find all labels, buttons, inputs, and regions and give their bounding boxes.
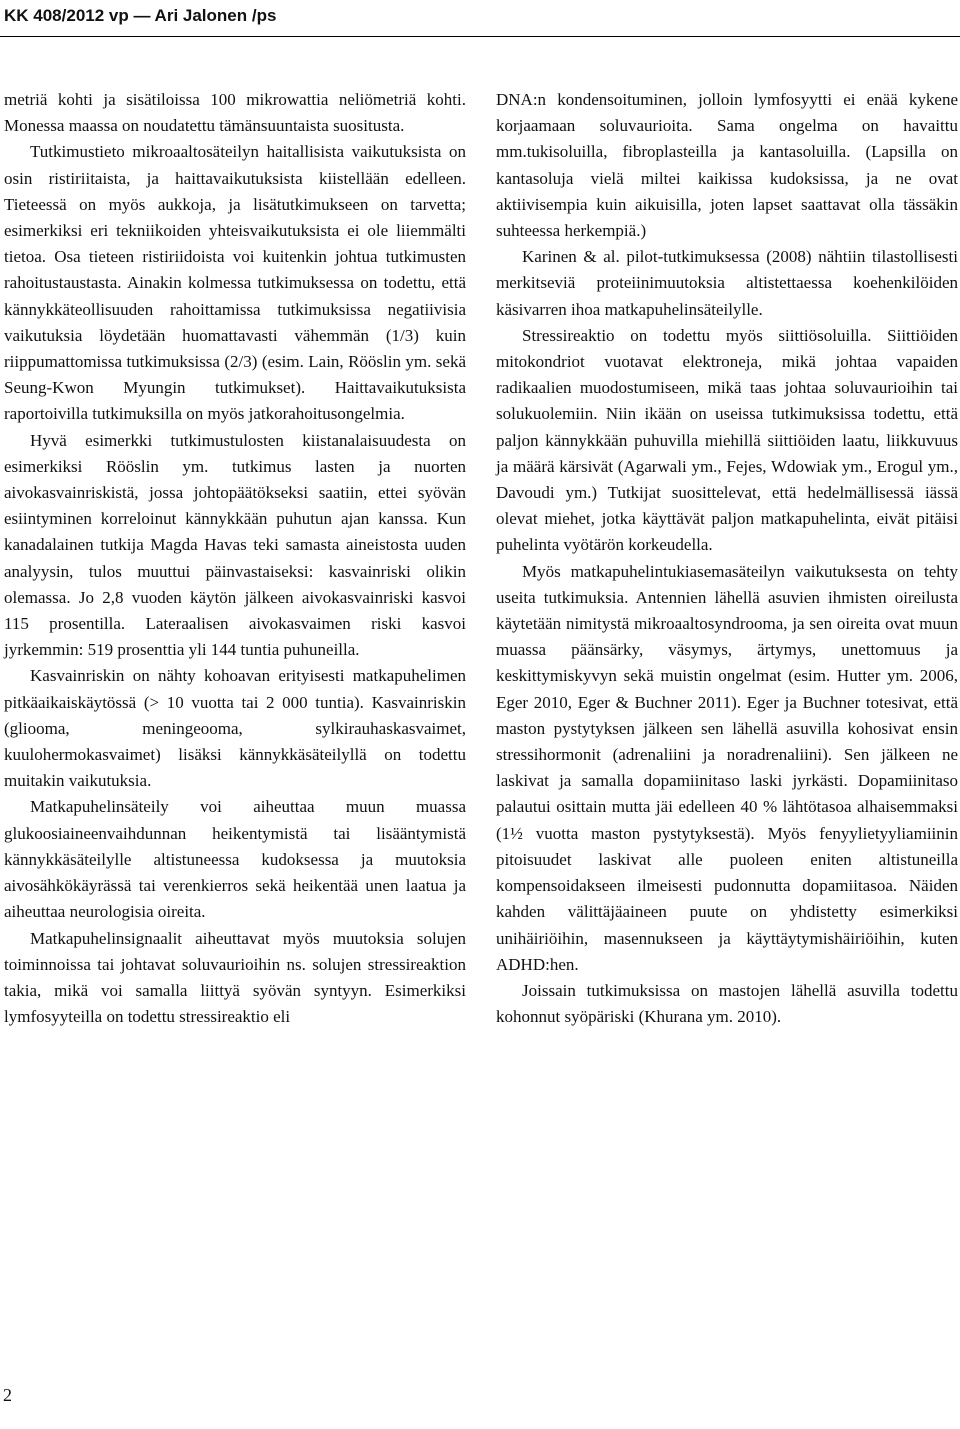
running-header xyxy=(0,0,960,37)
left-paragraph-5: Matkapuhelinsäteily voi aiheuttaa muun muassa glukoosiaineenvaihdunnan heikentymistä tai lisääntymistä kännykkäsäteilylle altistuneessa kudoksessa ja muutoksia aivosähkökäyrässä tai verenkierros sekä heikentää unen laatua ja aiheuttaa neurologisia oireita. xyxy=(4,797,466,922)
left-paragraph-3: Hyvä esimerkki tutkimustulosten kiistanalaisuudesta on esimerkiksi Rööslin ym. tutkimus lasten ja nuorten aivokasvainriskistä, jossa johtopäätökseksi saatiin, ettei syövän esiintyminen korreloinut kännykkään puhutun ajan kanssa. Kun kanadalainen tutkija Magda Havas teki samasta aineistosta uuden analyysin, tulos muuttui päinvastaiseksi: kasvainriski olikin olemassa. Jo 2,8 vuoden käytön jälkeen aivokasvainriski kasvoi 115 prosentilla. Lateraalisen aivokasvaimen riski kasvoi jyrkemmin: 519 prosenttia yli 144 tuntia puhuneilla. xyxy=(4,430,466,660)
right-paragraph-2: Karinen & al. pilot-tutkimuksessa (2008) nähtiin tilastollisesti merkitseviä proteiinimuutoksia altistettaessa koehenkilöiden käsivarren ihoa matkapuhelinsäteilylle. xyxy=(496,247,958,319)
left-paragraph-4: Kasvainriskin on nähty kohoavan erityisesti matkapuhelimen pitkäaikaiskäytössä (> 10 vuotta tai 2 000 tuntia). Kasvainriskin (glioomа, meningeooma, sylkirauhaskasvaimet, kuulohermokasvaimet) lisäksi kännykkäsäteilyllä on todettu muitakin vaikutuksia. xyxy=(4,666,466,791)
running-head-text: KK 408/2012 vp — Ari Jalonen /ps xyxy=(4,6,277,25)
right-column xyxy=(496,87,958,1030)
left-paragraph-6: Matkapuhelinsignaalit aiheuttavat myös muutoksia solujen toiminnoissa tai johtavat soluvaurioihin ns. solujen stressireaktion takia, mikä voi samalla liittyä syövän syntyyn. Esimerkiksi lymfosyyteilla on todettu stressireaktio eli xyxy=(4,928,466,1027)
left-paragraph-1: metriä kohti ja sisätiloissa 100 mikrowattia neliömetriä kohti. Monessa maassa on noudatettu tämänsuuntaista suositusta. xyxy=(4,90,466,136)
left-paragraph-2: Tutkimustieto mikroaaltosäteilyn haitallisista vaikutuksista on osin ristiriitaista, ja haittavaikutuksista kiistellään edelleen. Tieteessä on myös aukkoja, ja lisätutkimukseen on tarvetta; esimerkiksi eri tekniikoiden yhteisvaikutuksista ei ole liiemmälti tietoa. Osa tieteen ristiriidoista voi kuitenkin johtua tutkimusten rahoitustaustasta. Ainakin kolmessa tutkimuksessa on todettu, että kännykkäteollisuuden rahoittamissa tutkimuksissa negatiivisia vaikutuksia löydetään huomattavasti vähemmän (1/3) kuin riippumattomissa tutkimuksissa (2/3) (esim. Lain, Rööslin ym. sekä Seung-Kwon Myungin tutkimukset). Haittavaikutuksista raportoivilla tutkimuksilla on myös jatkorahoitusongelmia. xyxy=(4,142,466,424)
page-number: 2 xyxy=(3,1385,12,1405)
right-paragraph-5: Joissain tutkimuksissa on mastojen lähellä asuvilla todettu kohonnut syöpäriski (Khurana ym. 2010). xyxy=(496,980,958,1027)
left-column xyxy=(4,87,466,1030)
right-paragraph-4: Myös matkapuhelintukiasemasäteilyn vaikutuksesta on tehty useita tutkimuksia. Antennien lähellä asuvien ihmisten oireilusta käytetään nimitystä mikroaaltosyndrooma, ja sen oireita ovat muun muassa päänsärky, väsymys, ärtymys, unettomuus ja keskittymiskyvyn sekä muistin ongelmat (esim. Hutter ym. 2006, Eger 2010, Eger & Buchner 2011). Eger ja Buchner totesivat, että maston pystytyksen jälkeen sen lähellä asuvilla kohosivat ensin stressihormonit (adrenaliini ja noradrenaliini). Sen jälkeen ne laskivat ja samalla dopamiinitaso laski jyrkästi. Dopamiinitaso palautui osittain mutta jäi edelleen 40 % lähtötasoa alhaisemmaksi (1½ vuotta maston pystytyksestä). Myös fenyylietyyliamiinin pitoisuudet laskivat alle puoleen eniten altistuneilla kompensoidakseen ilmeisesti pudonnutta dopamiitasoa. Näiden kahden välittäjäaineen puute on yhdistetty esimerkiksi unihäiriöihin, masennukseen ja käyttäytymishäiriöihin, kuten ADHD:hen. xyxy=(496,561,958,974)
right-paragraph-3: Stressireaktio on todettu myös siittiösoluilla. Siittiöiden mitokondriot vuotavat elektroneja, mikä johtaa vapaiden radikaalien muodostumiseen, mikä taas johtaa soluvaurioihin tai solukuolemiin. Niin ikään on useissa tutkimuksissa todettu, että paljon kännykkään puhuvilla miehillä siittiöiden laatu, liikkuvuus ja määrä kärsivät (Agarwali ym., Fejes, Wdowiak ym., Erogul ym., Davoudi ym.) Tutkijat suosittelevat, että hedelmällisessä iässä olevat miehet, jotka käyttävät paljon matkapuhelinta, eivät pitäisi puhelinta vyötärön korkeudella. xyxy=(496,325,958,555)
right-paragraph-1: DNA:n kondensoituminen, jolloin lymfosyytti ei enää kykene korjaamaan soluvaurioita. Sama ongelma on havaittu mm.tukisoluilla, fibroplasteilla ja kantasoluilla. (Lapsilla on kantasoluja vielä miltei kaikissa kudoksissa, ja ne ovat aktiivisempia kuin aikuisilla, joten lapset saattavat olla tässäkin suhteessa herkempiä.) xyxy=(496,90,958,241)
